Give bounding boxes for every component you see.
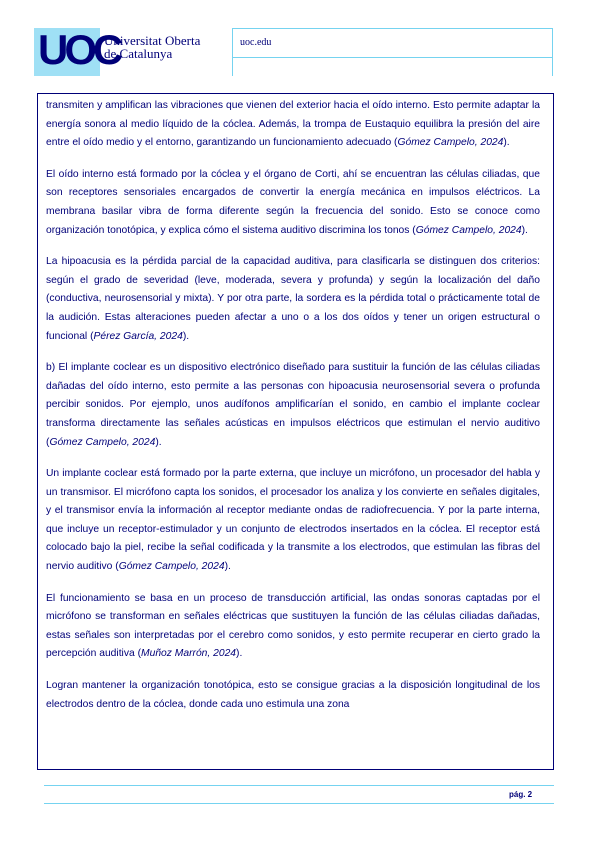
header-rule-top: [232, 28, 553, 29]
body-paragraph: [46, 465, 540, 577]
citation: Muñoz Marrón, 2024: [141, 648, 237, 660]
body-paragraph: [46, 359, 540, 452]
paragraph-text: ).: [182, 330, 190, 342]
paragraph-text: El oído interno está formado por la cóclea y el órgano de Corti, ahí se encuentran las células ciliadas, que son receptores sensoriales encargados de convertir la energía mecánica en impulsos eléctricos. La membrana basilar vibra de forma diferente según la frecuencia del sonido. Esto se conoce como organización tonotópica, y explica cómo el sistema auditivo discrimina los tonos (: [46, 168, 540, 236]
paragraph-text: El funcionamiento se basa en un proceso de transducción artificial, las ondas sonoras captadas por el micrófono se transforman en señales eléctricas que sustituyen la función de las células ciliadas dañadas, estas señales son interpretadas por el cerebro como sonidos, y esto permite recuperar en cierto grado la percepción auditiva (: [46, 592, 540, 660]
citation: Gómez Campelo, 2024: [397, 137, 504, 149]
paragraph-text: La hipoacusia es la pérdida parcial de la capacidad auditiva, para clasificarla se distinguen dos criterios: según el grado de severidad (leve, moderada, severa y profunda) y según la localización del daño (conductiva, neurosensorial y mixta). Y por otra parte, la sordera es la pérdida total o prácticamente total de la audición. Estas alteraciones pueden afectar a uno o a los dos oídos y tener un origen estructural o funcional (: [46, 256, 540, 342]
paragraph-text: Logran mantener la organización tonotópica, esto se consigue gracias a la disposición longitudinal de los electrodos dentro de la cóclea, donde cada uno estimula una zona: [46, 680, 540, 710]
uoc-logo: UOC: [38, 26, 120, 73]
header-rule-bottom: [232, 57, 553, 58]
page-body: [46, 97, 540, 727]
paragraph-text: Un implante coclear está formado por la parte externa, que incluye un micrófono, un procesador del habla y un transmisor. El micrófono capta los sonidos, el procesador los analiza y los convierte en señales digitales, y el transmisor envía la información al receptor mediante ondas de radiofrecuencia. Y por la parte interna, que incluye un receptor-estimulador y un conjunto de electrodos insertados en la cóclea. El receptor está colocado bajo la piel, recibe la señal codificada y la transmite a los electrodos, que estimulan las fibras del nervio auditivo (: [46, 468, 540, 573]
page-content-frame: [37, 93, 554, 770]
citation: Gómez Campelo, 2024: [49, 436, 156, 448]
citation: Gómez Campelo, 2024: [415, 224, 522, 236]
paragraph-text: b) El implante coclear es un dispositivo electrónico diseñado para sustituir la función de las células ciliadas dañadas del oído interno, esto permite a las personas con hipoacusia neurosensorial severa o profunda percibir sonidos. Por ejemplo, unos audífonos amplificarían el sonido, en cambio el implante coclear transforma directamente las señales acústicas en impulsos eléctricos que estimulan el nervio auditivo (: [46, 362, 540, 448]
citation: Gómez Campelo, 2024: [118, 561, 225, 573]
paragraph-text: ).: [521, 224, 528, 236]
university-url: uoc.edu: [240, 37, 272, 48]
footer-rule-top: [44, 785, 554, 786]
header-divider-vertical-1: [232, 28, 233, 76]
university-name-line2: de Catalunya: [104, 46, 173, 61]
body-paragraph: [46, 166, 540, 240]
paragraph-text: transmiten y amplifican las vibraciones que vienen del exterior hacia el oído interno. Esto permite adaptar la energía sonora al medio líquido de la cóclea. Además, la trompa de Eustaquio equilibra la presión del aire entre el oído medio y el entorno, garantizando un funcionamiento adecuado (: [46, 100, 540, 149]
citation: Pérez García, 2024: [93, 330, 183, 342]
footer-rule-bottom: [44, 803, 554, 804]
paragraph-text: ).: [236, 648, 243, 660]
body-paragraph: [46, 590, 540, 664]
paragraph-text: ).: [224, 561, 231, 573]
body-paragraph: [46, 253, 540, 346]
page-number: pág. 2: [509, 790, 533, 799]
body-paragraph: [46, 97, 540, 153]
paragraph-text: ).: [503, 137, 510, 149]
header-divider-vertical-2: [552, 28, 553, 76]
body-paragraph: [46, 677, 540, 714]
university-name-line1: Universitat Oberta: [104, 33, 201, 48]
university-name: [104, 34, 200, 60]
paragraph-text: ).: [155, 436, 162, 448]
